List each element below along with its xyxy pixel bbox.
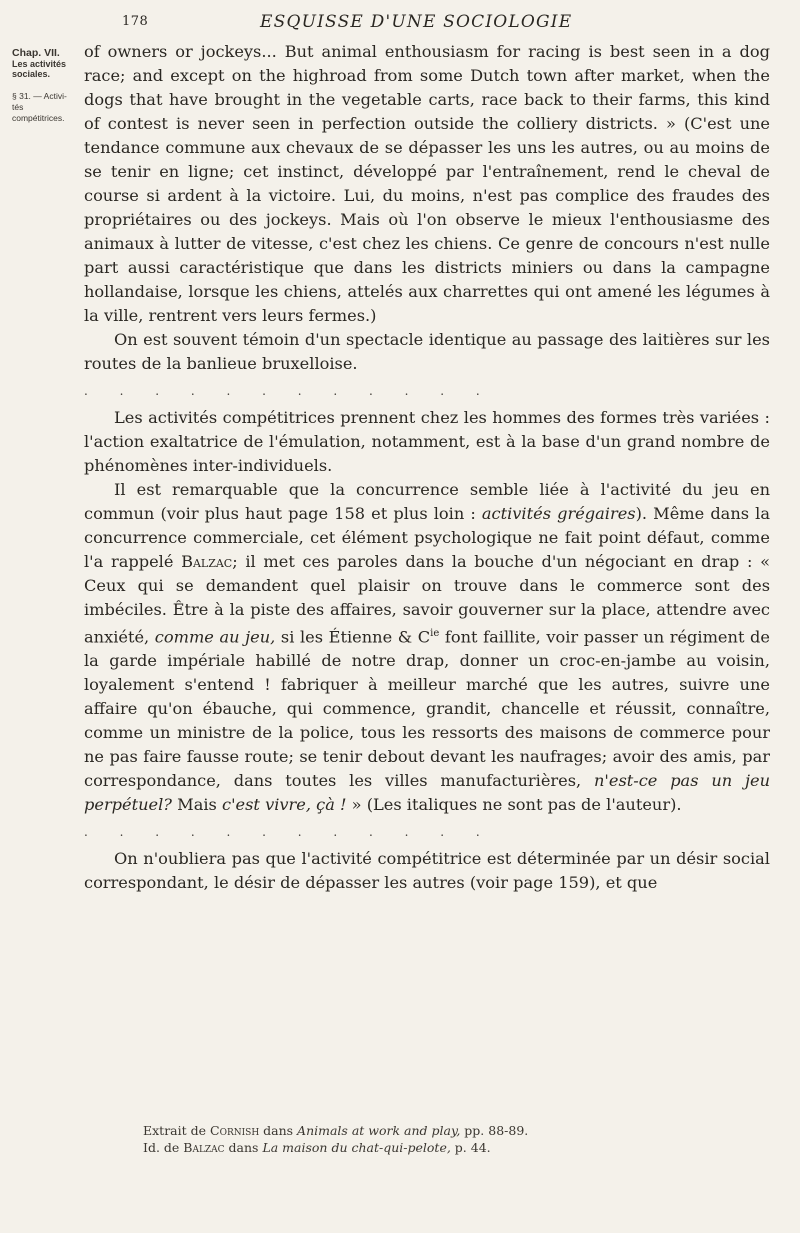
p4-text-m: » (Les italiques ne sont pas de l'auteur). [346,795,682,815]
p4-text-g: si les Étienne & C [275,627,431,647]
paragraph-2: On est souvent témoin d'un spectacle identique au passage des laitières sur les routes de la banlieue bruxelloise. [84,330,770,373]
p4-italic-cest-vivre: c'est vivre, çà ! [222,795,347,815]
footnote-1 [143,1122,783,1139]
footnote-1-title: Animals at work and play, [297,1123,461,1138]
ellipsis-separator-2: . . . . . . . . . . . . [84,825,494,840]
running-head: ESQUISSE D'UNE SOCIOLOGIE [260,12,573,32]
margin-subtitle-line-1: Les activités [12,59,67,69]
margin-subtitle-line-2: sociales. [12,69,51,79]
paragraph-1: of owners or jockeys... But animal enthousiasm for racing is best seen in a dog race; and except on the highroad from some Dutch town after market, when the dogs that have brought in the vegetable carts, race back to their farms, this kind of contest is never seen in perfection outside the colliery districts. » (C'est une tendance commune aux chevaux de se dépasser les uns les autres, ou au moins de se tenir en ligne; cet instinct, développé par l'entraînement, rend le cheval de course si ardent à la victoire. Lui, du moins, n'est pas complice des fraudes des propriétaires ou des jockeys. Mais où l'on observe le mieux l'enthousiasme des animaux à lutter de vitesse, c'est chez les chiens. Ce genre de concours n'est nulle part aussi caractéristique que dans les districts miniers ou dans la campagne hollandaise, lorsque les chiens, attelés aux charrettes qui ont amené les légumes à la ville, rentrent vers leurs fermes.) [84,42,770,325]
footnote-2 [143,1139,783,1156]
p4-text-c: ). Même dans la concurrence commerciale, cet élément psychologique ne fait point défaut, comme l'a rappelé [84,504,770,571]
footnote-1-pages: pp. 88-89. [460,1123,529,1138]
footnote-2-text-c: dans [224,1140,263,1155]
p4-text-i: font faillite, voir passer un régiment de la garde impériale habillé de notre drap, donner un croc-en-jambe au voisin, loyalement s'entend ! fabriquer à meilleur marché que les autres, suivre une affaire qu'on ébauche, qui commence, grandit, chancelle et réussit, connaître, comme un ministre de la police, tous les ressorts des maisons de commerce pour ne pas faire fausse route; se tenir debout devant les naufrages; avoir des amis, par correspondance, dans toutes les villes manufacturières, [84,627,770,791]
p4-text-k: Mais [172,795,223,815]
p4-italic-comme-au-jeu: comme au jeu, [154,627,276,647]
page-header [0,10,800,36]
p4-italic-gregaires: activités grégaires [481,504,636,523]
footnotes [143,1122,783,1156]
footnote-1-text-a: Extrait de [143,1123,210,1138]
margin-section-line-1: § 31. — Activi- [12,91,67,101]
footnote-2-text-a: Id. de [143,1140,184,1155]
paragraph-3: Les activités compétitrices prennent chez les hommes des formes très variées : l'action exaltatrice de l'émulation, notamment, est à la base d'un grand nombre de phénomènes inter-individuels. [84,408,770,475]
margin-chapter: Chap. VII. [12,47,60,59]
p4-superscript-ie: ie [430,628,440,639]
paragraph-4 [84,478,770,817]
margin-section [12,91,72,124]
ellipsis-separator-1: . . . . . . . . . . . . [84,384,494,398]
p4-text-e: ; il met ces paroles dans la bouche d'un négociant en drap : « Ceux qui se demandent quel plaisir on trouve dans le commerce sont des imbéciles. Être à la piste des affaires, savoir gouverner sur la place, attendre avec anxiété, [84,552,770,647]
p4-text-a: Il est remarquable que la concurrence semble liée à l'activité du jeu en commun (voir plus haut page 158 et plus loin : [84,480,770,523]
p4-author-balzac: Balzac [181,552,233,571]
footnote-2-title: La maison du chat-qui-pelote, [262,1140,451,1155]
body-text [84,40,770,895]
paragraph-5: On n'oubliera pas que l'activité compétitrice est déterminée par un désir social correspondant, le désir de dépasser les autres (voir page 159), et que [84,849,770,893]
p4-italic-jeu-perpetuel: n'est-ce pas un jeu perpétuel? [84,771,771,815]
page-number: 178 [122,14,149,29]
footnote-1-author: Cornish [210,1123,260,1138]
footnote-2-pages: p. 44. [450,1140,491,1155]
margin-notes [12,48,72,124]
footnote-1-text-c: dans [259,1123,298,1138]
footnote-2-author: Balzac [183,1140,225,1155]
margin-section-line-2: tés compétitrices. [12,102,65,123]
